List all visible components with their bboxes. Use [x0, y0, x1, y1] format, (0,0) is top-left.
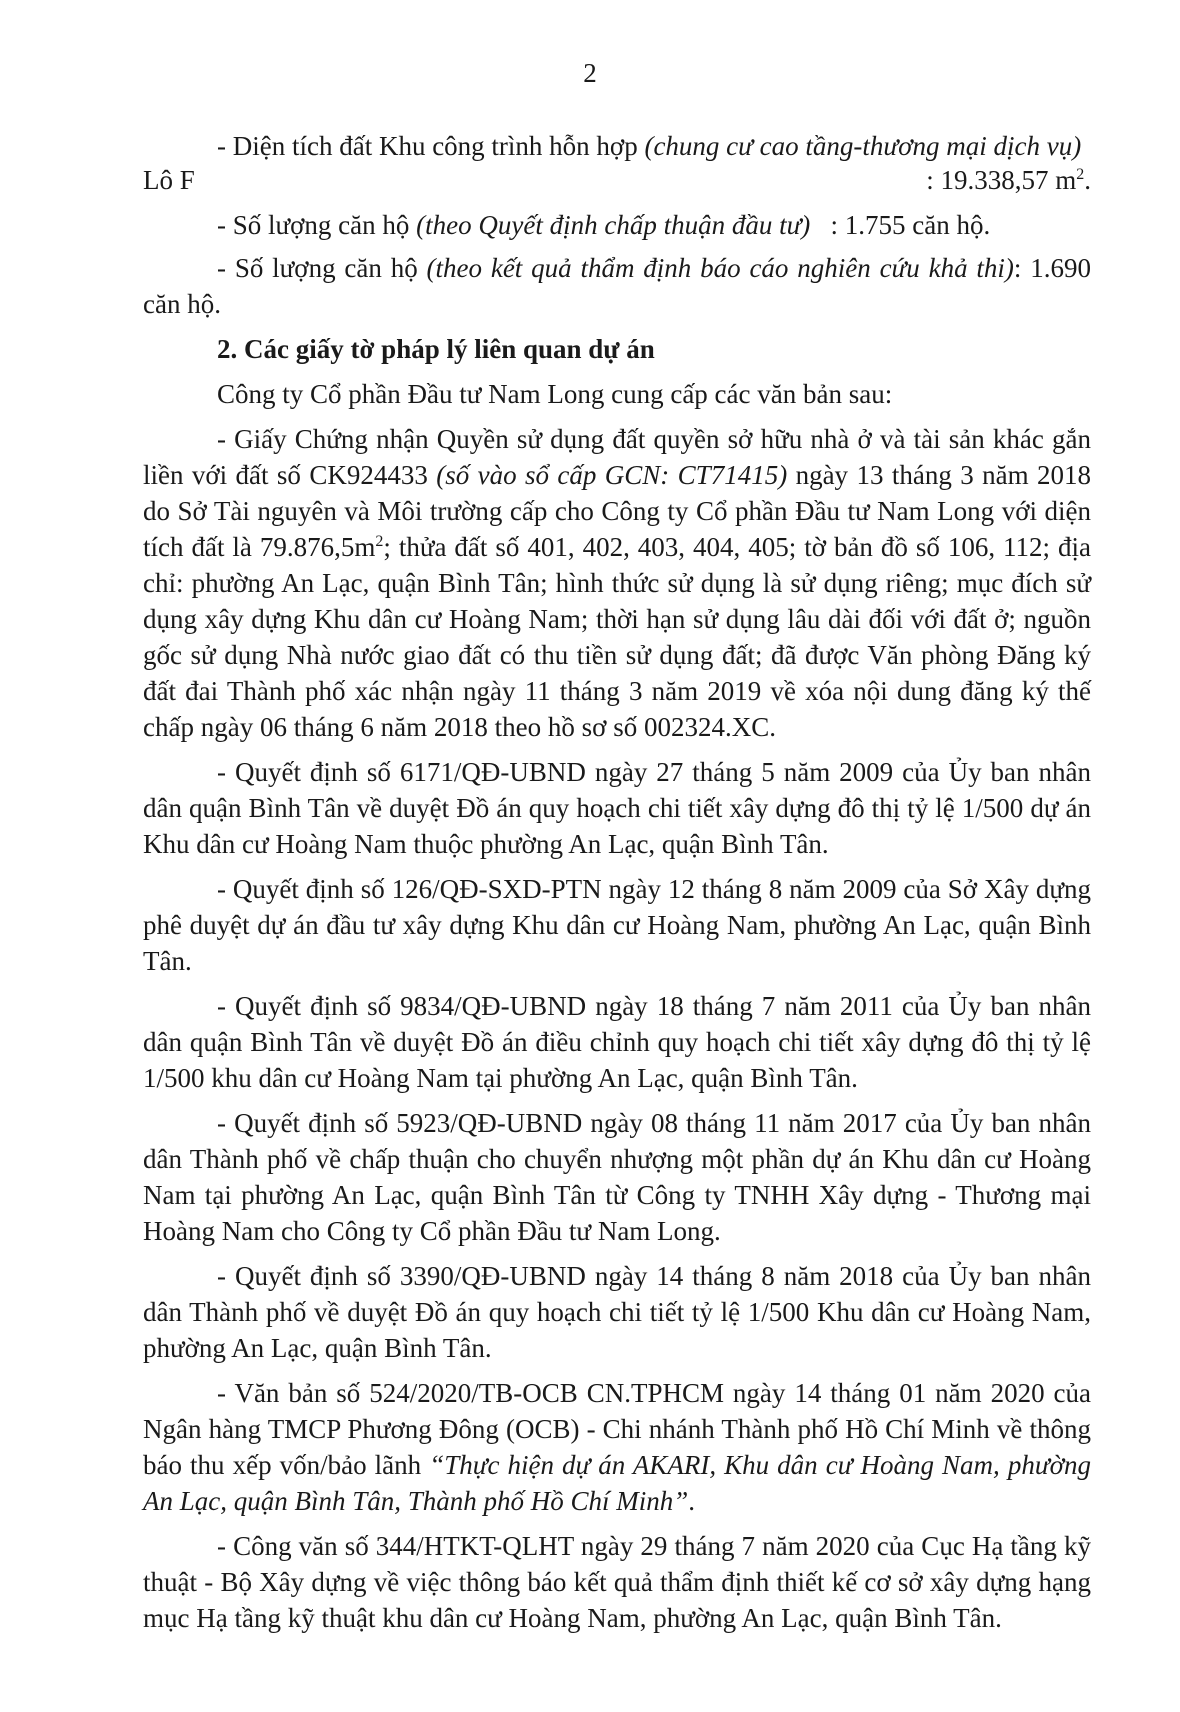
apartment-count-feasibility: - Số lượng căn hộ (theo kết quả thẩm định báo cáo nghiên cứu khả thi): 1.690 căn hộ. — [143, 253, 1092, 319]
decision-item: - Quyết định số 5923/QĐ-UBND ngày 08 tháng 11 năm 2017 của Ủy ban nhân dân Thành phố về chấp thuận cho chuyển nhượng một phần dự án Khu dân cư Hoàng Nam tại phường An Lạc, quận Bình Tân từ Công ty TNHH Xây dựng - Thương mại Hoàng Nam cho Công ty Cổ phần Đầu tư Nam Long. — [143, 1108, 1091, 1246]
land-area-note: (chung cư cao tầng-thương mại dịch vụ) — [644, 131, 1082, 161]
bank-letter-project-title: “Thực hiện dự án AKARI, Khu dân cư Hoàng Nam, phường An Lạc, quận Bình Tân, Thành phố Hồ Chí Minh” — [143, 1450, 1091, 1516]
decision-item: - Quyết định số 9834/QĐ-UBND ngày 18 tháng 7 năm 2011 của Ủy ban nhân dân quận Bình Tân về duyệt Đồ án điều chỉnh quy hoạch chi tiết xây dựng đô thị tỷ lệ 1/500 khu dân cư Hoàng Nam tại phường An Lạc, quận Bình Tân. — [143, 991, 1091, 1093]
bank-letter-item: - Văn bản số 524/2020/TB-OCB CN.TPHCM ngày 14 tháng 01 năm 2020 của Ngân hàng TMCP Phương Đông (OCB) - Chi nhánh Thành phố Hồ Chí Minh về thông báo thu xếp vốn/bảo lãnh “Thực hiện dự án AKARI, Khu dân cư Hoàng Nam, phường An Lạc, quận Bình Tân, Thành phố Hồ Chí Minh”. — [143, 1378, 1091, 1516]
land-area-line2 — [143, 162, 1091, 198]
apartment-count-investment-value: : 1.755 căn hộ. — [830, 210, 991, 240]
land-area-lot: Lô F — [143, 165, 195, 195]
land-certificate-item: - Giấy Chứng nhận Quyền sử dụng đất quyền sở hữu nhà ở và tài sản khác gắn liền với đất số CK924433 (số vào sổ cấp GCN: CT71415) ngày 13 tháng 3 năm 2018 do Sở Tài nguyên và Môi trường cấp cho Công ty Cổ phần Đầu tư Nam Long với diện tích đất là $79.876,5m^2$; thửa đất số 401, 402, 403, 404, 405; tờ bản đồ số 106, 112; địa chỉ: phường An Lạc, quận Bình Tân; hình thức sử dụng là sử dụng riêng; mục đích sử dụng xây dựng Khu dân cư Hoàng Nam; thời hạn sử dụng lâu dài đối với đất ở; nguồn gốc sử dụng Nhà nước giao đất có thu tiền sử dụng đất; đã được Văn phòng Đăng ký đất đai Thành phố xác nhận ngày 11 tháng 3 năm 2019 về xóa nội dung đăng ký thế chấp ngày 06 tháng 6 năm 2018 theo hồ sơ số 002324.XC. — [143, 424, 1092, 742]
section-intro: Công ty Cổ phần Đầu tư Nam Long cung cấp các văn bản sau: — [217, 379, 893, 409]
infrastructure-letter-item: - Công văn số 344/HTKT-QLHT ngày 29 tháng 7 năm 2020 của Cục Hạ tầng kỹ thuật - Bộ Xây dựng về việc thông báo kết quả thẩm định thiết kế cơ sở xây dựng hạng mục Hạ tầng kỹ thuật khu dân cư Hoàng Nam, phường An Lạc, quận Bình Tân. — [143, 1531, 1091, 1633]
apartment-count-feasibility-value: : 1.690 căn hộ. — [143, 253, 1092, 319]
land-area-label: - Diện tích đất Khu công trình hỗn hợp — [217, 131, 645, 161]
certificate-register-number: (số vào sổ cấp GCN: CT71415) — [436, 460, 788, 490]
land-area-item — [143, 128, 1091, 164]
apartment-count-investment-note: (theo Quyết định chấp thuận đầu tư) — [416, 210, 811, 240]
section-heading: 2. Các giấy tờ pháp lý liên quan dự án — [217, 334, 655, 364]
decision-item: - Quyết định số 3390/QĐ-UBND ngày 14 tháng 8 năm 2018 của Ủy ban nhân dân Thành phố về duyệt Đồ án quy hoạch chi tiết tỷ lệ 1/500 Khu dân cư Hoàng Nam, phường An Lạc, quận Bình Tân. — [143, 1261, 1091, 1363]
decision-item: - Quyết định số 126/QĐ-SXD-PTN ngày 12 tháng 8 năm 2009 của Sở Xây dựng phê duyệt dự án đầu tư xây dựng Khu dân cư Hoàng Nam, phường An Lạc, quận Bình Tân. — [143, 874, 1091, 976]
apartment-count-feasibility-note: (theo kết quả thẩm định báo cáo nghiên cứu khả thi) — [426, 253, 1014, 283]
decision-item: - Quyết định số 6171/QĐ-UBND ngày 27 tháng 5 năm 2009 của Ủy ban nhân dân quận Bình Tân về duyệt Đồ án quy hoạch chi tiết xây dựng đô thị tỷ lệ 1/500 dự án Khu dân cư Hoàng Nam thuộc phường An Lạc, quận Bình Tân. — [143, 757, 1091, 859]
apartment-count-investment: - Số lượng căn hộ (theo Quyết định chấp thuận đầu tư) : 1.755 căn hộ. — [217, 210, 991, 240]
page-body — [143, 128, 1091, 1645]
land-area-value: : 19.338,57 $m^2$. — [926, 165, 1091, 195]
page-number: 2 — [583, 58, 597, 88]
